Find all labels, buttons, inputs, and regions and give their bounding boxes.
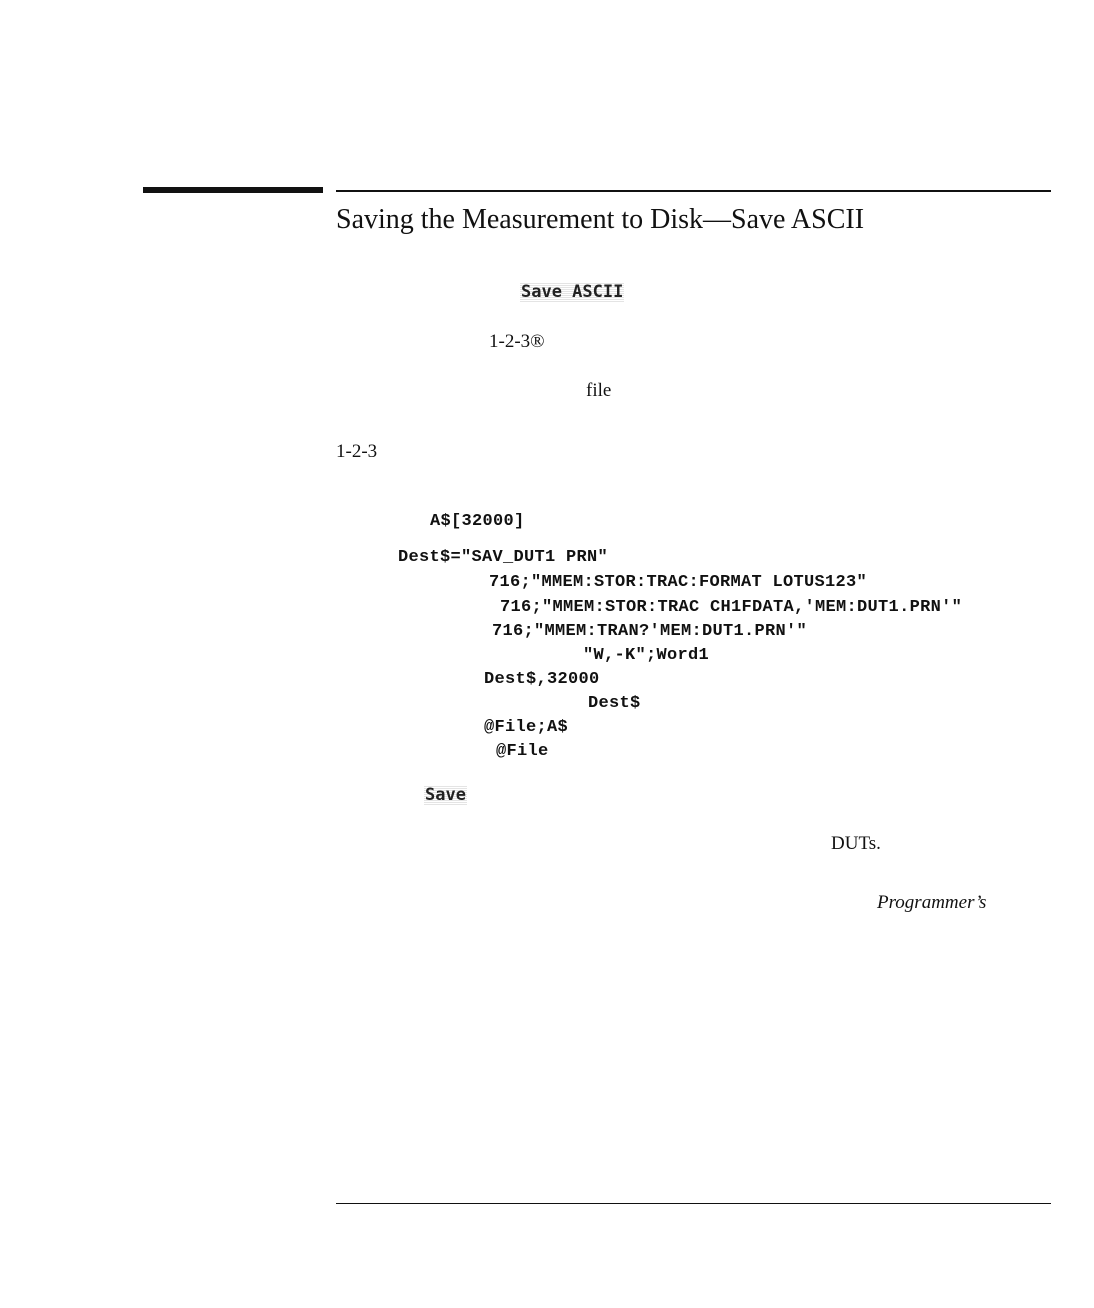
code-line: 716;"MMEM:TRAN?'MEM:DUT1.PRN'"	[492, 622, 808, 641]
softkey-save: Save	[425, 785, 466, 805]
text-programmers: Programmer’s	[877, 892, 987, 913]
code-line: 716;"MMEM:STOR:TRAC:FORMAT LOTUS123"	[489, 573, 868, 592]
text-duts: DUTs.	[831, 833, 881, 854]
code-line: "W,-K";Word1	[583, 646, 710, 665]
code-line: @File	[496, 742, 549, 761]
rule-top	[336, 190, 1051, 192]
code-line: @File;A$	[484, 718, 569, 737]
text-lotus-short: 1-2-3	[336, 441, 378, 462]
code-line: Dest$	[588, 694, 641, 713]
code-line: Dest$="SAV_DUT1 PRN"	[398, 548, 609, 567]
page-title: Saving the Measurement to Disk—Save ASCII	[336, 204, 865, 235]
code-line: A$[32000]	[430, 512, 525, 531]
code-line: Dest$,32000	[484, 670, 600, 689]
code-line: 716;"MMEM:STOR:TRAC CH1FDATA,'MEM:DUT1.PRN'"	[500, 598, 963, 617]
text-file: file	[586, 380, 612, 401]
text-lotus-version: 1-2-3®	[489, 331, 545, 352]
rule-thick	[143, 187, 323, 193]
softkey-save-ascii: Save ASCII	[521, 282, 624, 302]
rule-bottom	[336, 1203, 1051, 1204]
